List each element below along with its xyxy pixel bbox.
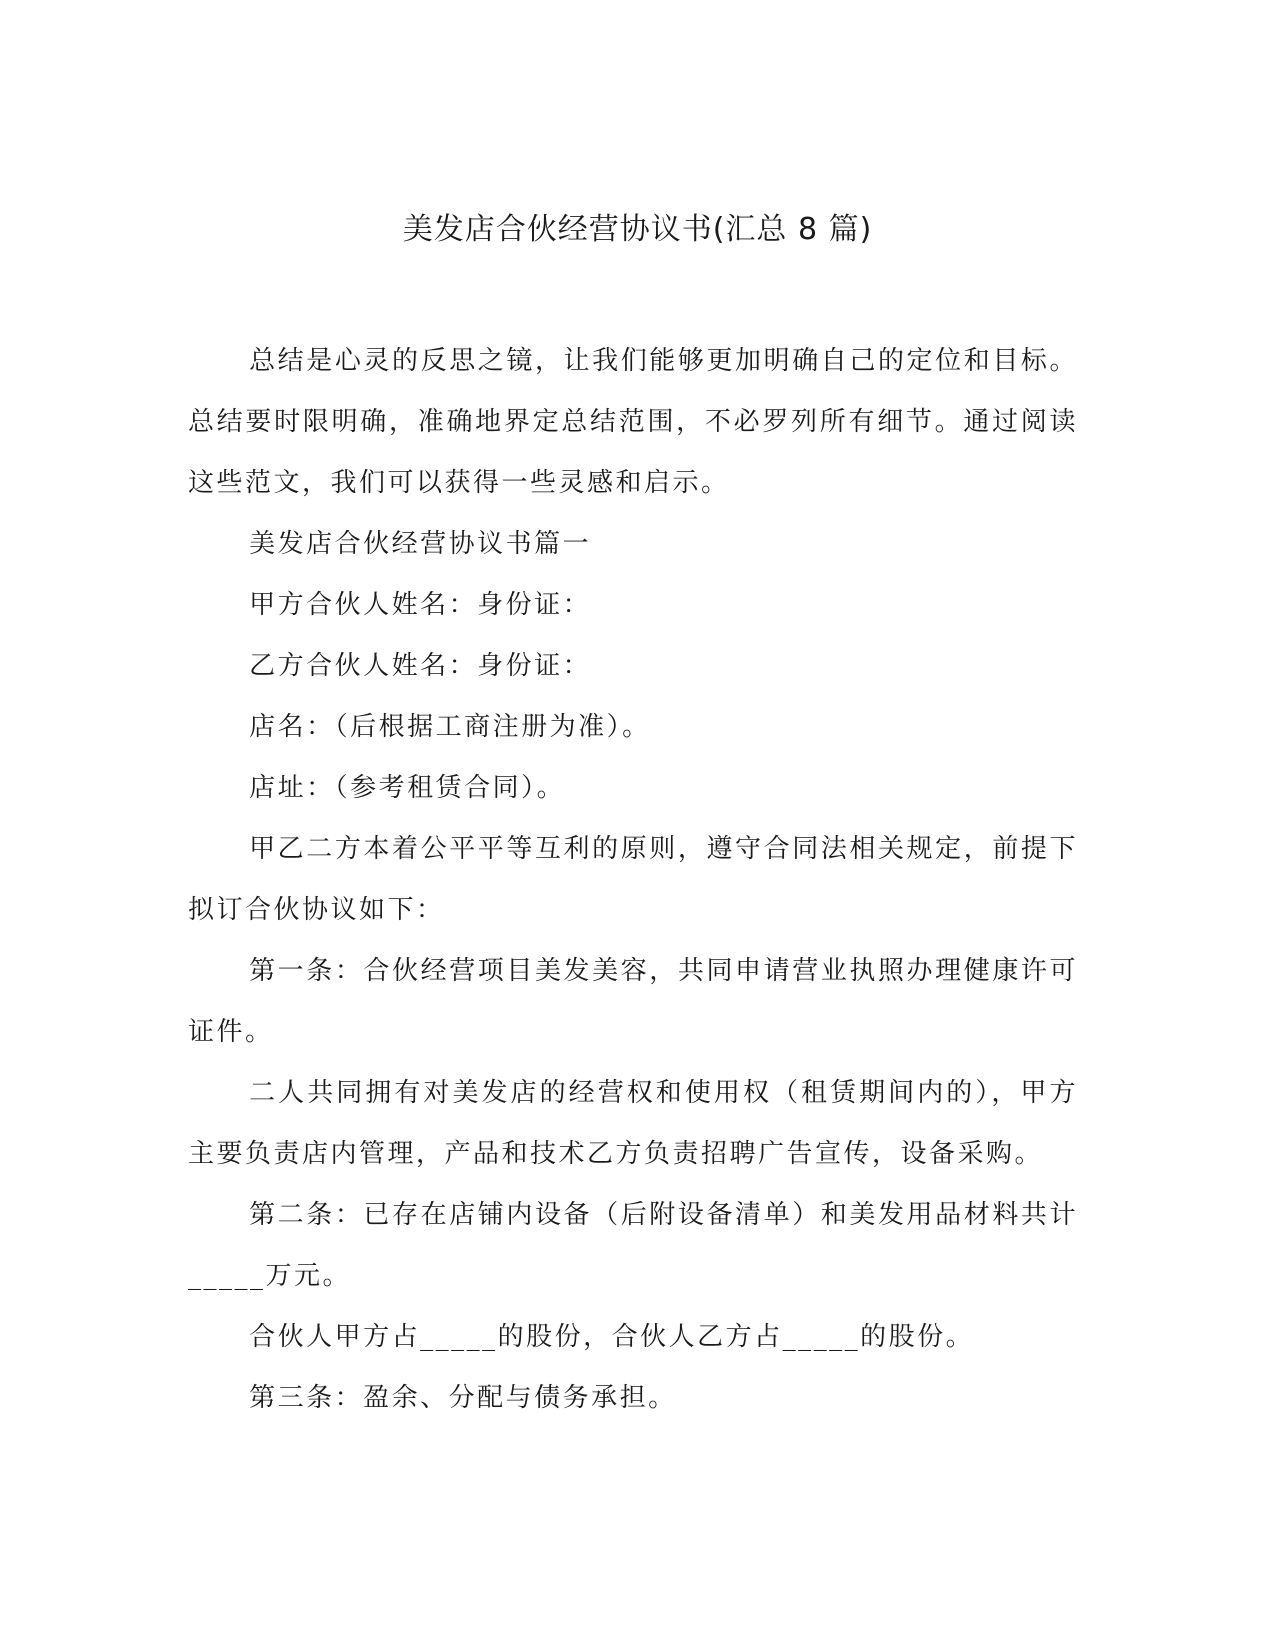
party-a-line: 甲方合伙人姓名：身份证： [249, 590, 592, 620]
article-2: 第二条：已存在店铺内设备（后附设备清单）和美发用品材料共计_____万元。 [188, 1200, 1078, 1291]
agreement-preamble: 甲乙二方本着公平平等互利的原则，遵守合同法相关规定，前提下拟订合伙协议如下： [188, 834, 1078, 925]
article-1-detail: 二人共同拥有对美发店的经营权和使用权（租赁期间内的），甲方主要负责店内管理，产品和技术乙方负责招聘广告宣传，设备采购。 [188, 1078, 1078, 1169]
section-heading-1: 美发店合伙经营协议书篇一 [249, 529, 592, 559]
document-body [188, 331, 1078, 1429]
shop-address-line: 店址：（参考租赁合同）。 [249, 773, 566, 803]
article-3: 第三条：盈余、分配与债务承担。 [249, 1383, 677, 1413]
document-title: 美发店合伙经营协议书(汇总 8 篇) [402, 212, 873, 247]
party-b-line: 乙方合伙人姓名：身份证： [249, 651, 592, 681]
article-2-shares: 合伙人甲方占_____的股份，合伙人乙方占_____的股份。 [249, 1322, 975, 1352]
article-1: 第一条：合伙经营项目美发美容，共同申请营业执照办理健康许可证件。 [188, 956, 1078, 1047]
intro-paragraph: 总结是心灵的反思之镜，让我们能够更加明确自己的定位和目标。总结要时限明确，准确地界定总结范围，不必罗列所有细节。通过阅读这些范文，我们可以获得一些灵感和启示。 [188, 346, 1078, 498]
shop-name-line: 店名：（后根据工商注册为准）。 [249, 712, 651, 742]
